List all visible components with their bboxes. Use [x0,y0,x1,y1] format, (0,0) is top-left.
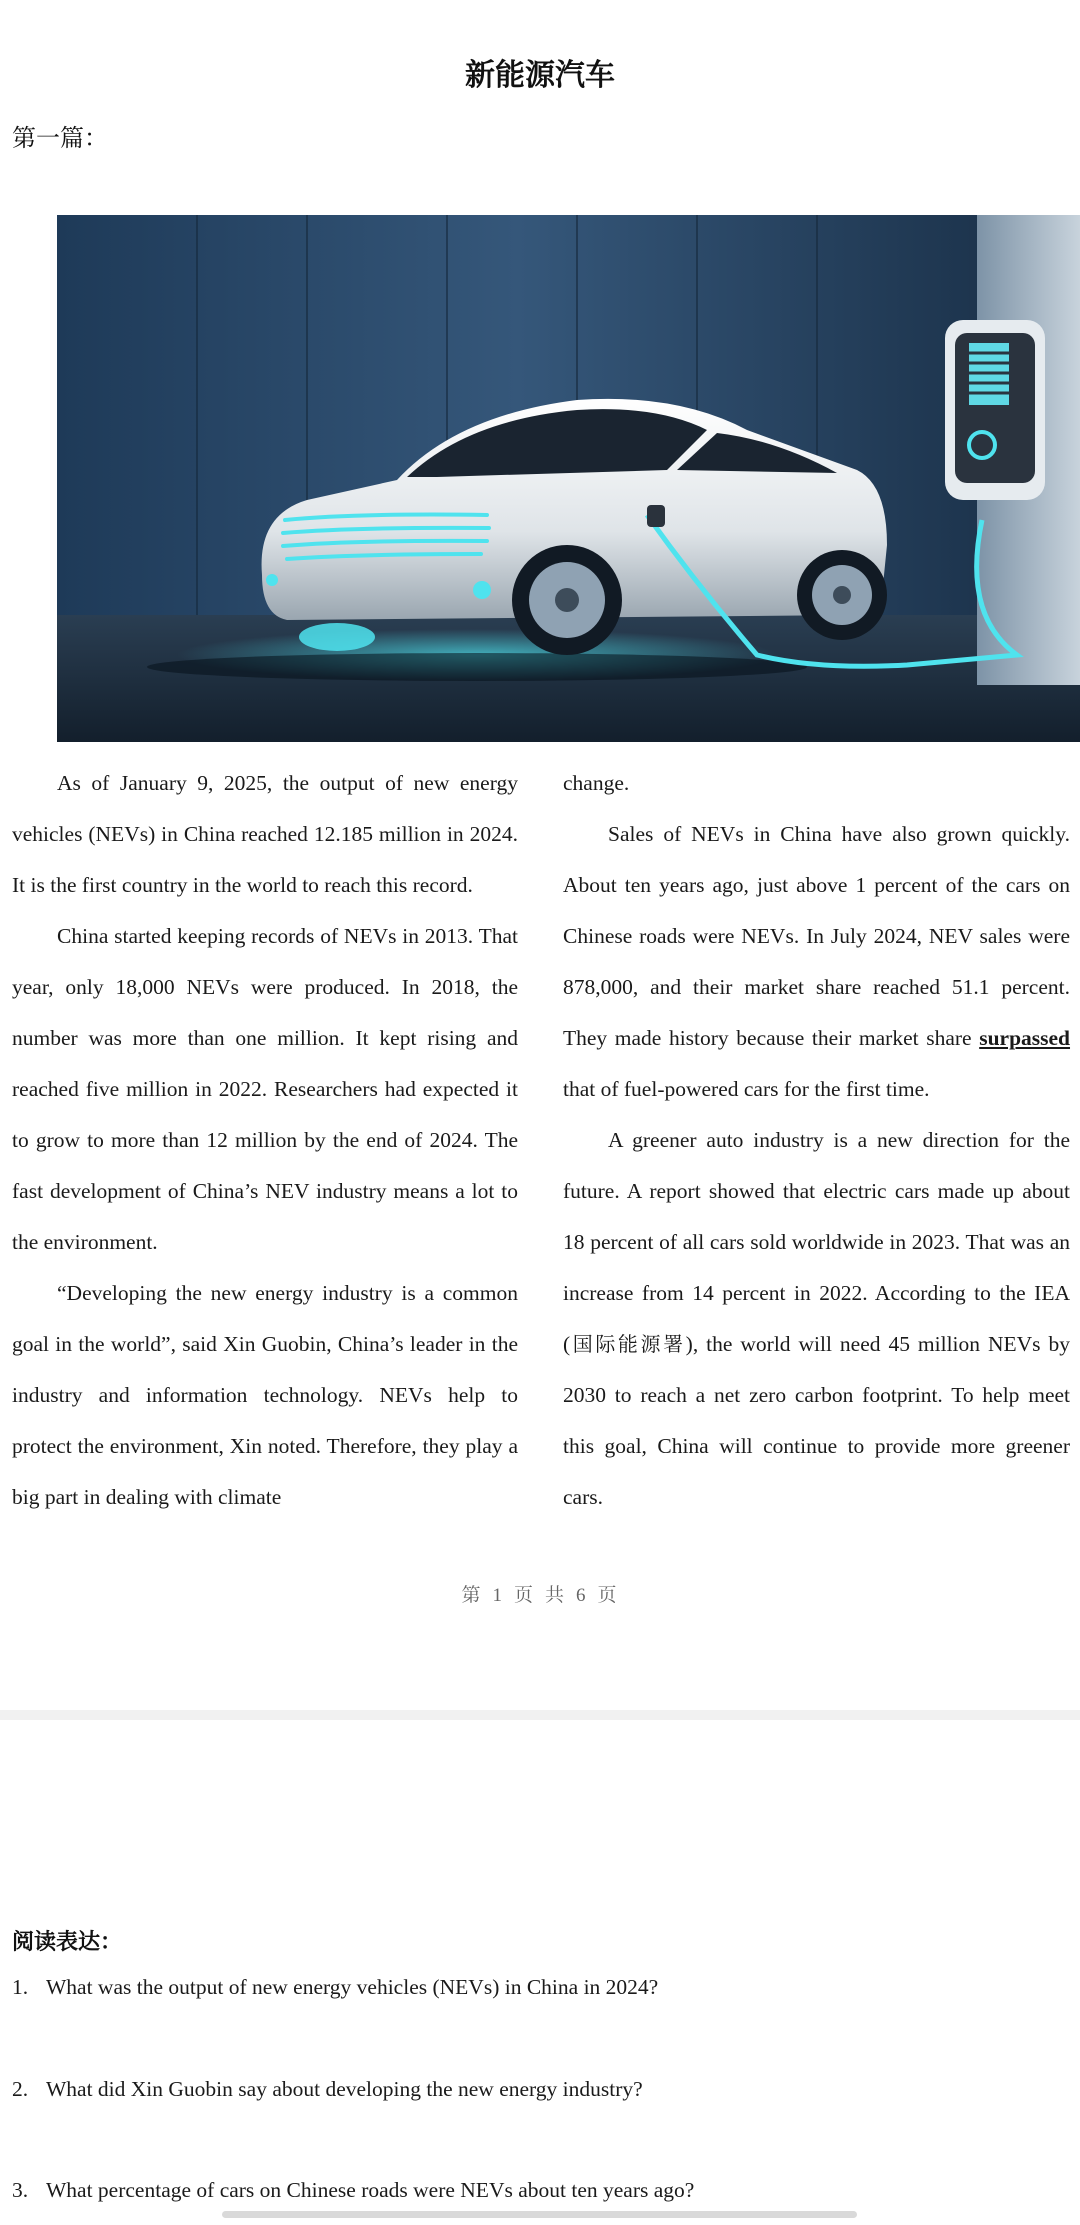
paragraph-5 [563,1115,1070,1523]
question-text: What was the output of new energy vehicles (NEVs) in China in 2024? [46,1975,659,1999]
paragraph-4 [563,809,1070,1115]
horizontal-scrollbar[interactable] [222,2211,857,2218]
question-1 [12,1975,658,2000]
footer-ye: 页 [513,1585,535,1606]
question-number: 1. [12,1975,29,1999]
iea-chinese-name: 国际能源署 [570,1332,686,1356]
page-number-footer [0,1580,1080,1607]
paragraph-5-text-b: ), the world will need 45 million NEVs by 2030 to reach a net zero carbon footprint. To help meet this goal, China will continue to provide more greener cars. [563,1332,1070,1509]
paragraph-2: China started keeping records of NEVs in 2013. That year, only 18,000 NEVs were produced. In 2018, the number was more than one million. It kept rising and reached five million in 2022. Researchers had expected it to grow to more than 12 million by the end of 2024. The fast development of China’s NEV industry means a lot to the environment. [12,924,518,1254]
document-page-2 [0,1720,1080,2225]
paragraph-4-text-a: Sales of NEVs in China have also grown quickly. About ten years ago, just above 1 percent of the cars on Chinese roads were NEVs. In July 2024, NEV sales were 878,000, and their market share reached 51.1 percent. They made history because their market share [563,822,1070,1050]
footer-gong: 共 [545,1585,567,1606]
question-number: 3. [12,2178,29,2202]
article-column-left [12,758,518,1523]
question-text: What percentage of cars on Chinese roads were NEVs about ten years ago? [46,2178,695,2202]
paragraph-4-text-b: that of fuel-powered cars for the first time. [563,1077,930,1101]
footer-total-pages: 6 [576,1585,588,1606]
footer-di: 第 [461,1585,483,1606]
footer-current-page: 1 [492,1585,504,1606]
highlighted-word: surpassed [979,1026,1071,1050]
section-label: 第一篇： [12,124,108,152]
reading-section-title: 阅读表达： [12,1930,123,1955]
paragraph-3: “Developing the new energy industry is a common goal in the world”, said Xin Guobin, China’s leader in the industry and information technology. NEVs help to protect the environment, Xin noted. Therefore, they play a big part in dealing with climate [12,1281,518,1509]
question-3 [12,2178,694,2203]
footer-ye-2: 页 [597,1585,619,1606]
document-title: 新能源汽车 [465,58,615,93]
question-2 [12,2077,643,2102]
article-column-right [563,758,1070,1523]
question-number: 2. [12,2077,29,2101]
question-text: What did Xin Guobin say about developing the new energy industry? [46,2077,643,2101]
hero-image [57,215,1080,742]
paragraph-1: As of January 9, 2025, the output of new energy vehicles (NEVs) in China reached 12.185 million in 2024. It is the first country in the world to reach this record. [12,771,518,897]
page-separator [0,1710,1080,1720]
paragraph-3-continuation: change. [563,771,630,795]
paragraph-5-text-a: A greener auto industry is a new direction for the future. A report showed that electric cars made up about 18 percent of all cars sold worldwide in 2023. That was an increase from 14 percent in 2022. According to the IEA ( [563,1128,1070,1356]
electric-car-charging-illustration [57,215,1080,742]
